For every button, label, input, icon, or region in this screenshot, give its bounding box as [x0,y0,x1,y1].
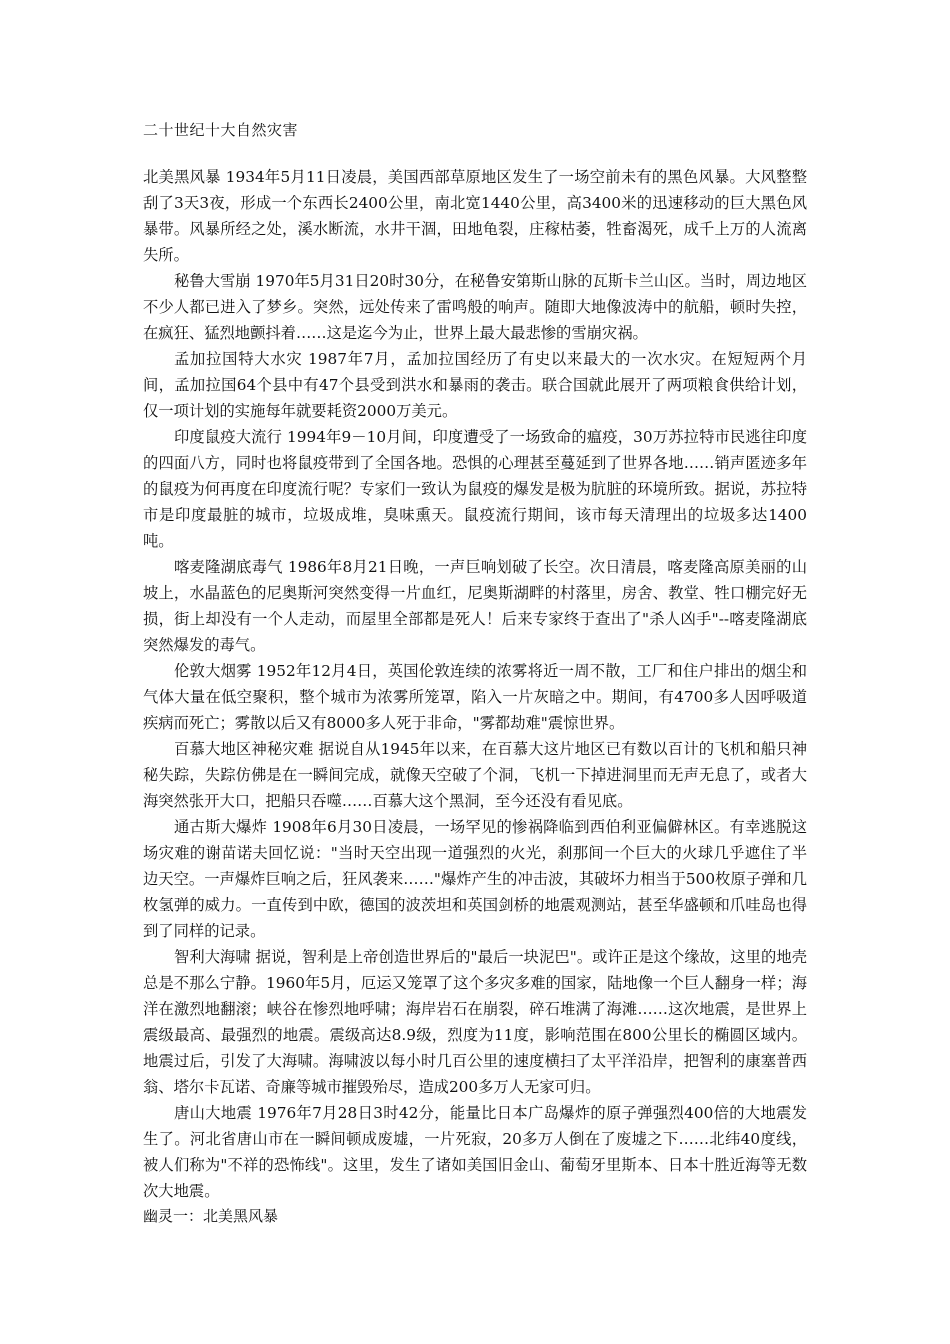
paragraph-peru-avalanche: 秘鲁大雪崩 1970年5月31日20时30分，在秘鲁安第斯山脉的瓦斯卡兰山区。当时，周边地区不少人都已进入了梦乡。突然，远处传来了雷鸣般的响声。随即大地像波涛中的航船，顿时失控，在疯狂、猛烈地颤抖着……这是迄今为止，世界上最大最悲惨的雪崩灾祸。 [143,272,807,342]
paragraph-cameroon-gas: 喀麦隆湖底毒气 1986年8月21日晚，一声巨响划破了长空。次日清晨，喀麦隆高原美丽的山坡上，水晶蓝色的尼奥斯河突然变得一片血红，尼奥斯湖畔的村落里，房舍、教堂、牲口棚完好无损，街上却没有一个人走动，而屋里全部都是死人！后来专家终于查出了"杀人凶手"--喀麦隆湖底突然爆发的毒气。 [143,558,807,654]
document-title: 二十世纪十大自然灾害 [143,121,299,139]
document-body [143,164,807,1228]
paragraph-india-plague: 印度鼠疫大流行 1994年9－10月间，印度遭受了一场致命的瘟疫，30万苏拉特市民逃往印度的四面八方，同时也将鼠疫带到了全国各地。恐惧的心理甚至蔓延到了世界各地……销声匿迹多年的鼠疫为何再度在印度流行呢？专家们一致认为鼠疫的爆发是极为肮脏的环境所致。据说，苏拉特市是印度最脏的城市，垃圾成堆，臭味熏天。鼠疫流行期间，该市每天清理出的垃圾多达1400吨。 [143,428,807,550]
paragraph-chile-tsunami: 智利大海啸 据说，智利是上帝创造世界后的"最后一块泥巴"。或许正是这个缘故，这里的地壳总是不那么宁静。1960年5月，厄运又笼罩了这个多灾多难的国家，陆地像一个巨人翻身一样；海洋在激烈地翻滚；峡谷在惨烈地呼啸；海岸岩石在崩裂，碎石堆满了海滩……这次地震，是世界上震级最高、最强烈的地震。震级高达8.9级，烈度为11度，影响范围在800公里长的椭圆区域内。地震过后，引发了大海啸。海啸波以每小时几百公里的速度横扫了太平洋沿岸，把智利的康塞普西翁、塔尔卡瓦诺、奇廉等城市摧毁殆尽，造成200多万人无家可归。 [143,948,807,1096]
paragraph-tangshan: 唐山大地震 1976年7月28日3时42分，能量比日本广岛爆炸的原子弹强烈400倍的大地震发生了。河北省唐山市在一瞬间顿成废墟，一片死寂，20多万人倒在了废墟之下……北纬40度线，被人们称为"不祥的恐怖线"。这里，发生了诸如美国旧金山、葡萄牙里斯本、日本十胜近海等无数次大地震。 [143,1104,807,1200]
paragraph-tunguska: 通古斯大爆炸 1908年6月30日凌晨，一场罕见的惨祸降临到西伯利亚偏僻林区。有幸逃脱这场灾难的谢苗诺夫回忆说："当时天空出现一道强烈的火光，刹那间一个巨大的火球几乎遮住了半边天空。一声爆炸巨响之后，狂风袭来……"爆炸产生的冲击波，其破坏力相当于500枚原子弹和几枚氢弹的威力。一直传到中欧，德国的波茨坦和英国剑桥的地震观测站，甚至华盛顿和爪哇岛也得到了同样的记录。 [143,818,807,940]
paragraph-london-smog: 伦敦大烟雾 1952年12月4日，英国伦敦连续的浓雾将近一周不散，工厂和住户排出的烟尘和气体大量在低空聚积，整个城市为浓雾所笼罩，陷入一片灰暗之中。期间，有4700多人因呼吸道疾病而死亡；雾散以后又有8000多人死于非命，"雾都劫难"震惊世界。 [143,662,807,732]
paragraph-bangladesh-flood: 孟加拉国特大水灾 1987年7月，孟加拉国经历了有史以来最大的一次水灾。在短短两个月间，孟加拉国64个县中有47个县受到洪水和暴雨的袭击。联合国就此展开了两项粮食供给计划，仅一项计划的实施每年就要耗资2000万美元。 [143,350,807,420]
paragraph-bermuda: 百慕大地区神秘灾难 据说自从1945年以来，在百慕大这片地区已有数以百计的飞机和船只神秘失踪，失踪仿佛是在一瞬间完成，就像天空破了个洞，飞机一下掉进洞里而无声无息了，或者大海突然张开大口，把船只吞噬……百慕大这个黑洞，至今还没有看见底。 [143,740,807,810]
section-heading-ghost-one: 幽灵一：北美黑风暴 [143,1207,279,1225]
paragraph-black-storm: 北美黑风暴 1934年5月11日凌晨，美国西部草原地区发生了一场空前未有的黑色风暴。大风整整刮了3天3夜，形成一个东西长2400公里，南北宽1440公里，高3400米的迅速移动的巨大黑色风暴带。风暴所经之处，溪水断流，水井干涸，田地龟裂，庄稼枯萎，牲畜渴死，成千上万的人流离失所。 [143,168,807,264]
